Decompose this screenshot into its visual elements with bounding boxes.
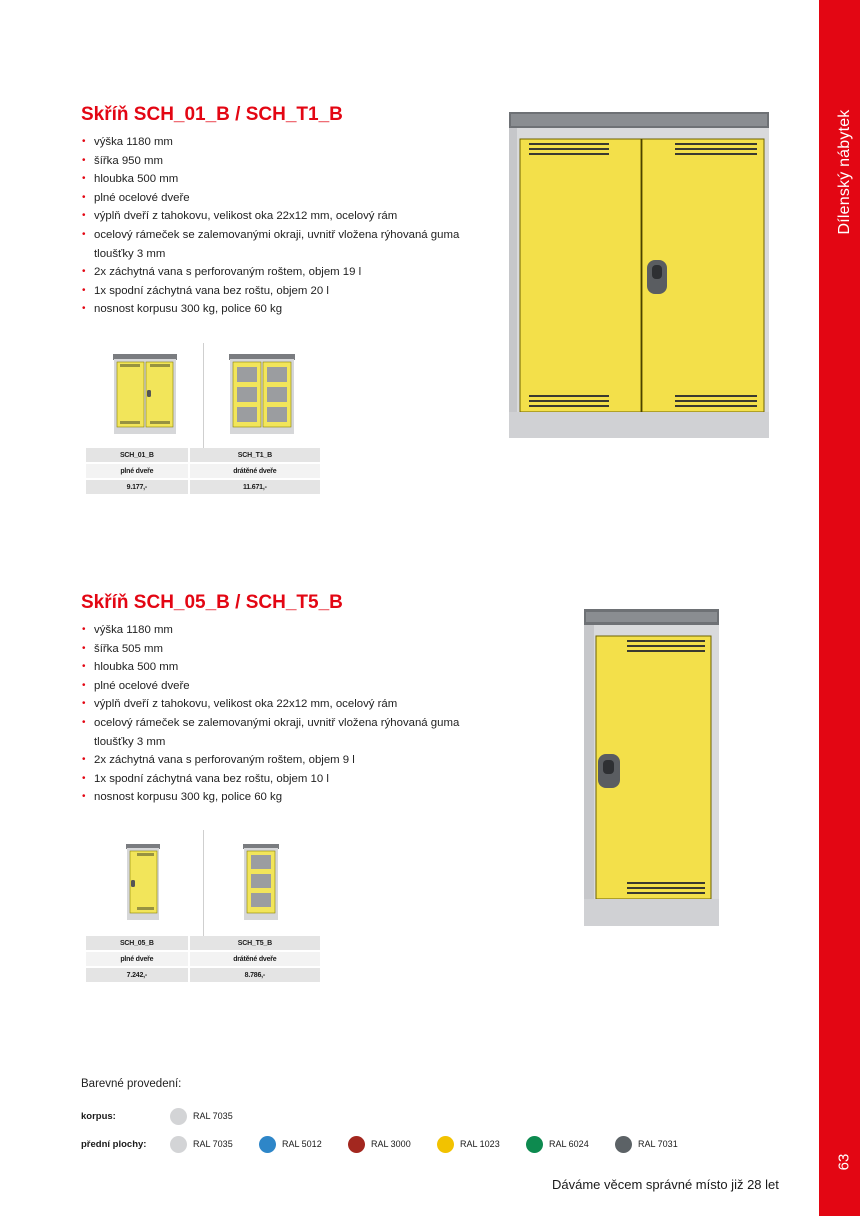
cabinet-thumbnail-mesh-doors bbox=[229, 354, 295, 434]
spec-item: • výška 1180 mm bbox=[81, 133, 476, 152]
variant-door-type: plné dveře bbox=[86, 952, 188, 966]
cabinet-image-single-door bbox=[583, 608, 720, 926]
variant-door-type: drátěné dveře bbox=[190, 952, 320, 966]
spec-list bbox=[81, 621, 476, 807]
price-table bbox=[84, 934, 322, 984]
color-name: RAL 7035 bbox=[193, 1111, 233, 1121]
spec-item: • ocelový rámeček se zalemovanými okraji, uvnitř vložena rýhovaná guma tloušťky 3 mm bbox=[81, 226, 476, 263]
color-name: RAL 7035 bbox=[193, 1139, 233, 1149]
spec-item: • hloubka 500 mm bbox=[81, 658, 476, 677]
color-dot bbox=[615, 1136, 632, 1153]
spec-list bbox=[81, 133, 476, 319]
spec-item: • 1x spodní záchytná vana bez roštu, objem 10 l bbox=[81, 770, 476, 789]
color-name: RAL 1023 bbox=[460, 1139, 500, 1149]
spec-item: • výplň dveří z tahokovu, velikost oka 22x12 mm, ocelový rám bbox=[81, 207, 476, 226]
variant-code: SCH_01_B bbox=[86, 448, 188, 462]
color-dot bbox=[170, 1108, 187, 1125]
product-section-2 bbox=[81, 591, 476, 807]
variant-price: 7.242,- bbox=[86, 968, 188, 982]
price-table bbox=[84, 446, 322, 496]
color-dot bbox=[259, 1136, 276, 1153]
color-name: RAL 7031 bbox=[638, 1139, 678, 1149]
spec-item: • šířka 505 mm bbox=[81, 640, 476, 659]
cabinet-image-double-door bbox=[507, 110, 771, 438]
front-label: přední plochy: bbox=[81, 1139, 147, 1150]
color-heading: Barevné provedení: bbox=[81, 1078, 182, 1090]
variant-door-type: drátěné dveře bbox=[190, 464, 320, 478]
variant-block-2 bbox=[86, 830, 322, 979]
spec-item: • ocelový rámeček se zalemovanými okraji, uvnitř vložena rýhovaná guma tloušťky 3 mm bbox=[81, 714, 476, 751]
thumbnail-divider bbox=[203, 343, 204, 455]
variant-door-type: plné dveře bbox=[86, 464, 188, 478]
color-options bbox=[81, 1078, 781, 1150]
variant-code: SCH_05_B bbox=[86, 936, 188, 950]
cabinet-thumbnail-mesh-door bbox=[243, 844, 279, 920]
spec-item: • plné ocelové dveře bbox=[81, 677, 476, 696]
variant-price: 9.177,- bbox=[86, 480, 188, 494]
product-title: Skříň SCH_05_B / SCH_T5_B bbox=[81, 592, 343, 613]
spec-item: • nosnost korpusu 300 kg, police 60 kg bbox=[81, 300, 476, 319]
variant-price: 11.671,- bbox=[190, 480, 320, 494]
color-dot bbox=[526, 1136, 543, 1153]
korpus-color-row bbox=[81, 1108, 781, 1128]
variant-code: SCH_T5_B bbox=[190, 936, 320, 950]
spec-item: • hloubka 500 mm bbox=[81, 170, 476, 189]
cabinet-thumbnail-plain-door bbox=[126, 844, 160, 920]
variant-code: SCH_T1_B bbox=[190, 448, 320, 462]
color-dot bbox=[348, 1136, 365, 1153]
color-name: RAL 5012 bbox=[282, 1139, 322, 1149]
spec-item: • 2x záchytná vana s perforovaným roštem, objem 19 l bbox=[81, 263, 476, 282]
korpus-label: korpus: bbox=[81, 1111, 116, 1122]
spec-item: • 1x spodní záchytná vana bez roštu, objem 20 l bbox=[81, 282, 476, 301]
spec-item: • šířka 950 mm bbox=[81, 152, 476, 171]
color-dot bbox=[437, 1136, 454, 1153]
product-section-1 bbox=[81, 103, 476, 319]
page-number: 63 bbox=[835, 1153, 853, 1171]
chapter-title: Dílenský nábytek bbox=[836, 109, 853, 235]
color-dot bbox=[170, 1136, 187, 1153]
variant-price: 8.786,- bbox=[190, 968, 320, 982]
spec-item: • plné ocelové dveře bbox=[81, 189, 476, 208]
product-title: Skříň SCH_01_B / SCH_T1_B bbox=[81, 104, 343, 125]
color-name: RAL 6024 bbox=[549, 1139, 589, 1149]
cabinet-thumbnail-plain-doors bbox=[113, 354, 177, 434]
spec-item: • výplň dveří z tahokovu, velikost oka 22x12 mm, ocelový rám bbox=[81, 695, 476, 714]
front-color-row bbox=[81, 1136, 781, 1156]
thumbnail-divider bbox=[203, 830, 204, 942]
spec-item: • nosnost korpusu 300 kg, police 60 kg bbox=[81, 788, 476, 807]
color-name: RAL 3000 bbox=[371, 1139, 411, 1149]
footer-slogan: Dáváme věcem správné místo již 28 let bbox=[552, 1177, 779, 1192]
spec-item: • 2x záchytná vana s perforovaným roštem, objem 9 l bbox=[81, 751, 476, 770]
variant-block-1 bbox=[86, 343, 322, 491]
spec-item: • výška 1180 mm bbox=[81, 621, 476, 640]
